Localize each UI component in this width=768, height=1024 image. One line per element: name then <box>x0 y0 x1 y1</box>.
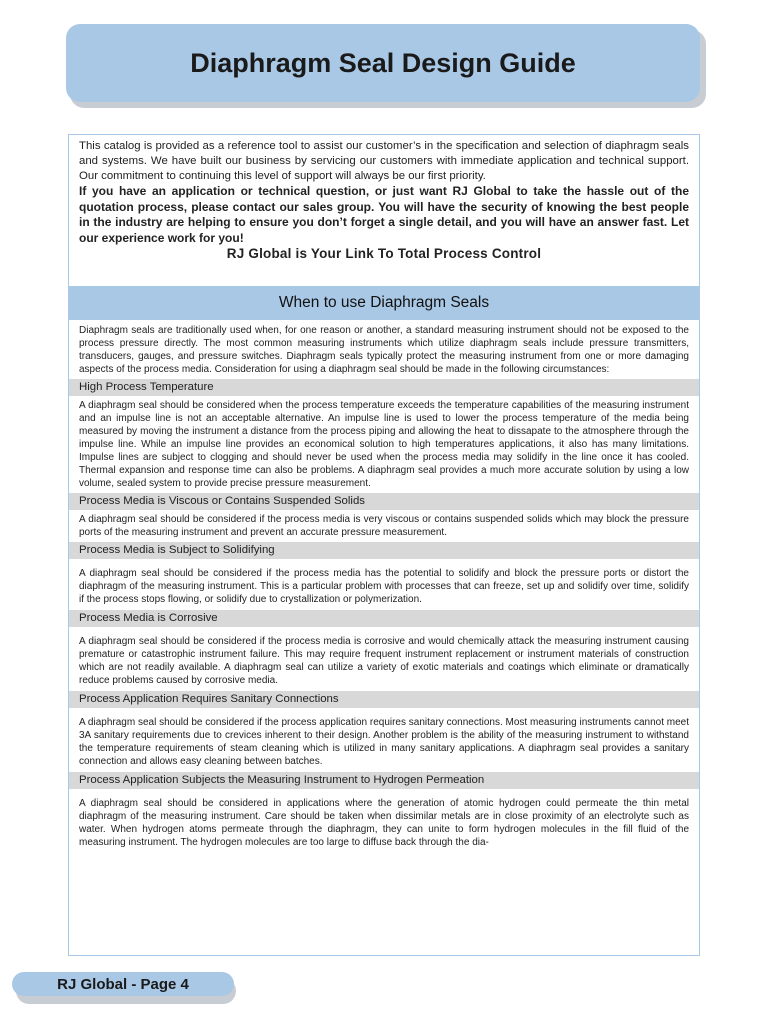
subsection-text-corrosive: A diaphragm seal should be considered if the process media is corrosive and would chemically attack the measuring instrument causing premature or catastrophic instrument failure. This may require frequent instrument replacement or instrument materials of construction which are not readily available. A diaphragm seal can utilize a variety of exotic materials and coatings which eliminate or dramatically reduce problems caused by corrosive media. <box>79 636 689 686</box>
page-title: Diaphragm Seal Design Guide <box>190 47 576 78</box>
subsection-title-hydrogen: Process Application Subjects the Measuring Instrument to Hydrogen Permeation <box>69 772 699 789</box>
subsection-title-sanitary: Process Application Requires Sanitary Connections <box>69 691 699 708</box>
subsection-text-sanitary: A diaphragm seal should be considered if the process application requires sanitary connections. Most measuring instruments cannot meet 3A sanitary requirements due to crevices inherent to their design. Another problem is the ability of the measuring instrument to withstand the temperature requirements of steam cleaning which is utilized in many sanitary applications. A diaphragm seal provides a sanitary connection and allows easy cleaning between batches. <box>79 717 689 767</box>
subsection-title-viscous: Process Media is Viscous or Contains Suspended Solids <box>69 493 699 510</box>
subsection-title-solidifying: Process Media is Subject to Solidifying <box>69 542 699 559</box>
subsection-text-solidifying: A diaphragm seal should be considered if the process media has the potential to solidify and block the pressure ports or distort the diaphragm of the measuring instrument. This is a particular problem with processes that can freeze, set up and solidify over time, solidify if the process stops flowing, or solidify due to crystallization or polymerization. <box>79 568 689 605</box>
subsection-text-high-temperature: A diaphragm seal should be considered when the process temperature exceeds the temperature capabilities of the measuring instrument and an impulse line is not an acceptable alternative. An impulse line is used to lower the process temperature of the media being measured by moving the instrument a distance from the process piping and allowing the heat to dissapate to the atmosphere through the impulse line. While an impulse line provides an economical solution to high temperatures applications, it also has many limitations. Impulse lines are subject to clogging and should never be used when the process media may solidify in the line once it has cooled. Thermal expansion and response time can also be problems. A diaphragm seal provides a much more accurate solution by using a low volume, sealed system to provide precise pressure measurement. <box>79 400 689 489</box>
section-intro-text: Diaphragm seals are traditionally used when, for one reason or another, a standard measuring instrument should not be exposed to the process pressure directly. The most common measuring instruments which utilize diaphragm seals include pressure transmitters, transducers, gauges, and pressure switches. Diaphragm seals typically protect the measuring instrument from one or more damaging aspects of the process media. Consideration for using a diaphragm seal should be made in the following circumstances: <box>79 325 689 375</box>
intro-block <box>69 135 699 261</box>
intro-bold-paragraph: If you have an application or technical question, or just want RJ Global to take the hassle out of the quotation process, please contact our sales group. You will have the security of knowing the best people in the industry are helping to ensure you don’t forget a single detail, and you will have an answer fast. Let our experience work for you! <box>79 184 689 245</box>
title-banner <box>66 24 700 102</box>
content-box <box>68 134 700 956</box>
subsection-title-high-temperature: High Process Temperature <box>69 379 699 396</box>
section-intro <box>69 320 699 379</box>
subsection-title-corrosive: Process Media is Corrosive <box>69 610 699 627</box>
page-footer-label: RJ Global - Page 4 <box>12 972 234 996</box>
tagline: RJ Global is Your Link To Total Process Control <box>226 246 542 261</box>
section-heading: When to use Diaphragm Seals <box>69 286 699 320</box>
intro-paragraph: This catalog is provided as a reference tool to assist our customer’s in the specification and selection of diaphragm seals and systems. We have built our business by servicing our customers with immediate application and technical support. Our commitment to continuing this level of support will always be our first priority. <box>79 140 689 182</box>
subsection-text-hydrogen: A diaphragm seal should be considered in applications where the generation of atomic hydrogen could permeate the thin metal diaphragm of the measuring instrument. Care should be taken when dissimilar metals are in close proximity of an electrolyte such as water. When hydrogen atoms permeate through the diaphragm, they can unite to form hydrogen molecules in the fill fluid of the measuring instrument. The hydrogen molecules are too large to diffuse back through the dia- <box>79 798 689 848</box>
subsection-text-viscous: A diaphragm seal should be considered if the process media is very viscous or contains suspended solids which may block the pressure ports of the measuring instrument and prevent an accurate pressure measurement. <box>79 514 689 538</box>
